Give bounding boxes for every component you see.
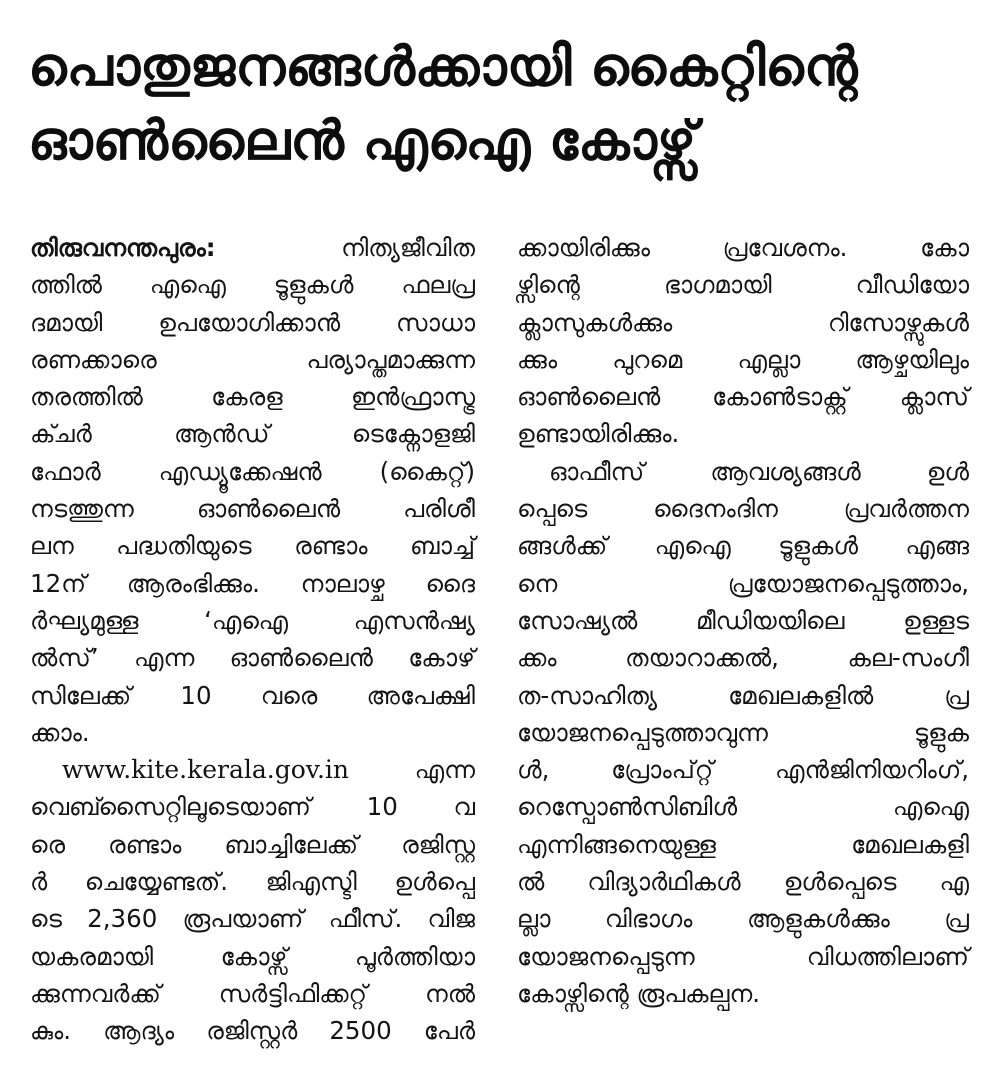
text-fragment: നിത്യജീവിത: [215, 233, 475, 262]
text-fragment: എന്ന: [349, 755, 475, 785]
text-line: ർഘ്യമുള്ള ‘എഐ എസൻഷ്യ: [30, 605, 475, 635]
text-line: ക്കായിരിക്കും പ്രവേശനം. കോ: [517, 233, 969, 262]
text-line: [30, 751, 475, 788]
text-line: ക്കാം.: [30, 717, 90, 747]
text-line: ഓൺലൈൻ കോൺടാക്റ്റ് ക്ലാസ്: [517, 382, 969, 412]
text-line: പ്പെടെ ദൈനംദിന പ്രവർത്തന: [517, 494, 969, 524]
text-line: എന്നിങ്ങനെയുള്ള മേഖലകളി: [517, 829, 969, 859]
headline-line-1: പൊതുജനങ്ങൾക്കായി കൈറ്റിന്റെ: [28, 35, 858, 98]
text-line: സോഷ്യൽ മീഡിയയിലെ ഉള്ളട: [517, 605, 969, 635]
headline-line-2: ഓൺലൈൻ എഐ കോഴ്സ്: [28, 109, 697, 172]
text-line: ത്തിൽ എഐ ടൂളുകൾ ഫലപ്ര: [30, 270, 475, 300]
text-line: വെബ്സൈറ്റിലൂടെയാണ് 10 വ: [30, 792, 475, 822]
text-line: ക്ലാസുകൾക്കും റിസോഴ്സുകൾ: [517, 307, 969, 337]
text-line: റെസ്പോൺസിബിൾ എഐ: [517, 792, 969, 822]
text-line: ൾ, പ്രോംപ്റ്റ് എൻജിനിയറിംഗ്,: [517, 755, 969, 785]
article-column-left: [30, 229, 475, 1069]
text-line: ഫോർ എഡ്യൂക്കേഷൻ (കൈറ്റ്): [30, 456, 475, 486]
headline: [28, 30, 968, 178]
text-line: 12ന് ആരംഭിക്കും. നാലാഴ്ച ദൈ: [30, 568, 475, 598]
text-line: ക്കുന്നവർക്ക് സർട്ടിഫിക്കറ്റ് നൽ: [30, 978, 475, 1008]
text-line: ക്കും പുറമെ എല്ലാ ആഴ്ചയിലും: [517, 344, 969, 374]
text-line: ടെ 2,360 രൂപയാണ് ഫീസ്. വിജ: [30, 904, 475, 934]
text-line: നെ പ്രയോജനപ്പെടുത്താം,: [517, 568, 969, 598]
text-line: ക്ചർ ആൻഡ് ടെക്നോളജി: [30, 419, 475, 449]
text-line: യോജനപ്പെടുന്ന വിധത്തിലാണ്: [517, 941, 969, 971]
text-line: ൽസ്’ എന്ന ഓൺലൈൻ കോഴ്: [30, 643, 475, 673]
text-line: [30, 229, 475, 266]
text-line: ഉണ്ടായിരിക്കും.: [517, 419, 680, 449]
text-line: ക്കം തയാറാക്കൽ, കല-സംഗീ: [517, 643, 969, 673]
text-line: നടത്തുന്ന ഓൺലൈൻ പരിശീ: [30, 494, 475, 524]
text-line: ങ്ങൾക്ക് എഐ ടൂളുകൾ എങ്ങ: [517, 531, 969, 561]
text-line: തരത്തിൽ കേരള ഇൻഫ്രാസ്ട്ര: [30, 382, 475, 412]
text-line: കും. ആദ്യം രജിസ്റ്റർ 2500 പേർ: [30, 1016, 475, 1046]
text-line: ൽ വിദ്യാർഥികൾ ഉൾപ്പെടെ എ: [517, 867, 969, 897]
website-url: www.kite.kerala.gov.in: [62, 755, 350, 785]
text-line: ലന പദ്ധതിയുടെ രണ്ടാം ബാച്ച്: [30, 531, 475, 561]
text-line: ഓഫീസ് ആവശ്യങ്ങൾ ഉൾ: [549, 456, 969, 486]
text-line: രെ രണ്ടാം ബാച്ചിലേക്ക് രജിസ്റ്റ: [30, 829, 475, 859]
text-line: യകരമായി കോഴ്സ് പൂർത്തിയാ: [30, 941, 475, 971]
text-line: ർ ചെയ്യേണ്ടത്. ജിഎസ്ടി ഉൾപ്പെ: [30, 867, 475, 897]
article-column-right: [517, 229, 969, 1029]
dateline: തിരുവനന്തപുരം:: [30, 233, 216, 262]
text-line: രണക്കാരെ പര്യാപ്തമാക്കുന്ന: [30, 344, 475, 374]
text-line: ല്ലാ വിഭാഗം ആളുകൾക്കും പ്ര: [517, 904, 969, 934]
text-line: സിലേക്ക് 10 വരെ അപേക്ഷി: [30, 680, 475, 710]
text-line: ഴ്സിന്റെ ഭാഗമായി വീഡിയോ: [517, 270, 969, 300]
text-line: ദമായി ഉപയോഗിക്കാൻ സാധാ: [30, 307, 475, 337]
text-line: യോജനപ്പെടുത്താവുന്ന ടൂളുക: [517, 717, 969, 747]
text-line: കോഴ്സിന്റെ രൂപകല്പന.: [517, 978, 761, 1008]
text-line: ത-സാഹിത്യ മേഖലകളിൽ പ്ര: [517, 680, 969, 710]
